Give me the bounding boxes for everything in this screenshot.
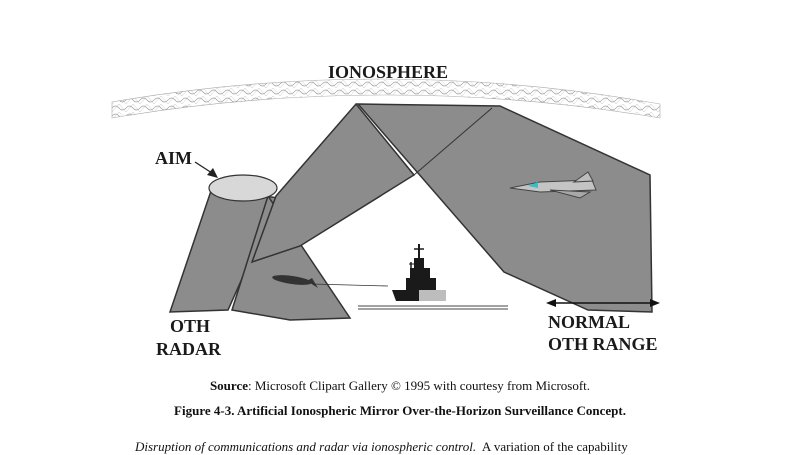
source-text: : Microsoft Clipart Gallery © 1995 with courtesy from Microsoft. (248, 378, 591, 393)
normal-label: NORMAL (548, 312, 630, 332)
body-text-rest: A variation of the capability (476, 439, 628, 454)
oth-label: OTH (170, 316, 211, 336)
beam-oth-range (358, 104, 652, 312)
ionosphere-label: IONOSPHERE (327, 62, 449, 82)
aim-ellipse (209, 175, 277, 201)
battleship-icon (392, 244, 446, 301)
radar-label: RADAR (156, 339, 221, 359)
aim-label: AIM (155, 148, 192, 168)
figure-caption: Figure 4-3. Artificial Ionospheric Mirror Over-the-Horizon Surveillance Concept. (174, 403, 626, 418)
oth-range-label: OTH RANGE (548, 334, 658, 354)
aim-arrow (195, 162, 218, 178)
sea-surface (358, 306, 508, 309)
body-text-line (135, 439, 675, 455)
body-text-italic: Disruption of communications and radar via ionospheric control. (135, 439, 477, 454)
source-line (0, 378, 800, 394)
source-prefix: Source (209, 378, 248, 393)
